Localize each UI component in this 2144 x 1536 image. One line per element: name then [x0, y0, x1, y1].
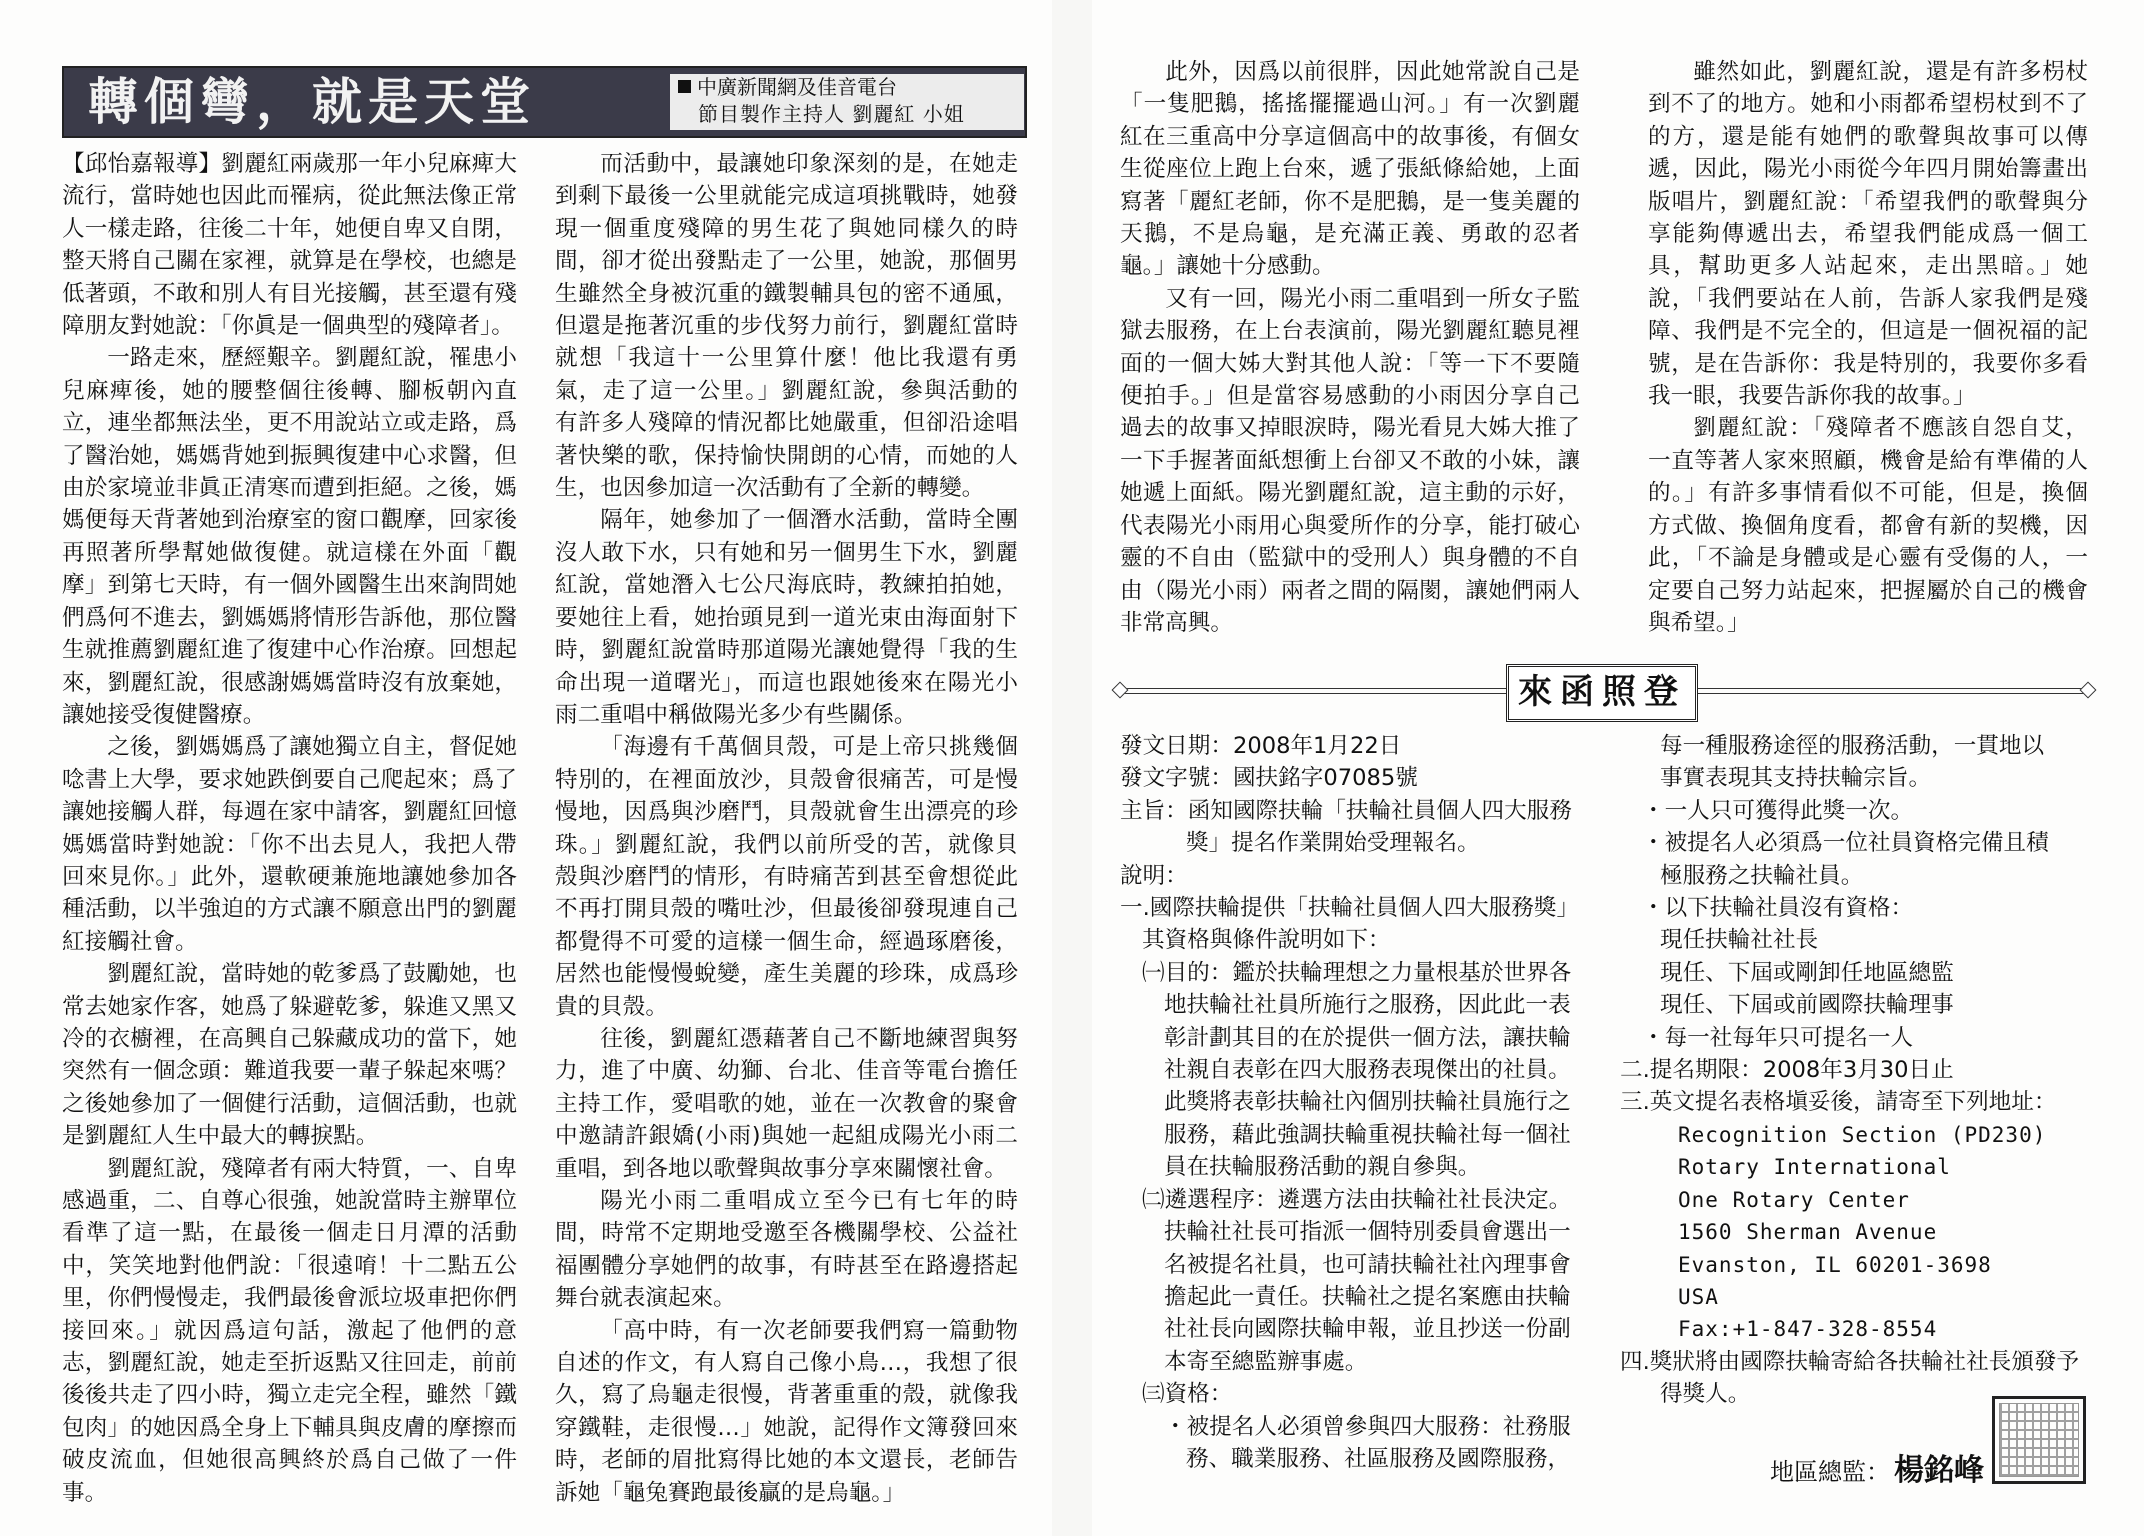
notice-deadline: 二.提名期限：2008年3月30日止 — [1620, 1057, 1954, 1084]
paragraph: 「高中時，有一次老師要我們寫一篇動物自述的作文，有人寫自己像小鳥…，我想了很久，寫了烏龜走很慢，背著重重的殼，就像我穿鐵鞋，走很慢…」她說，記得作文簿發回來時，老師的眉批寫得比她的本文還長，老師告訴她「龜兔賽跑最後贏的是烏龜。」 — [555, 1317, 1018, 1506]
notice-subject: 主旨：函知國際扶輪「扶輪社員個人四大服務 — [1120, 797, 1572, 824]
purpose-line: 服務，藉此強調扶輪重視扶輪社每一個社 — [1164, 1121, 1571, 1148]
article-column-4 — [1648, 56, 2088, 639]
signature-name: 楊銘峰 — [1894, 1453, 1984, 1488]
notice-item-4: 四.獎狀將由國際扶輪寄給各扶輪社社長頒發予 — [1620, 1348, 2080, 1375]
notice-explain-label: 說明： — [1120, 862, 1188, 889]
signature-label: 地區總監： — [1770, 1458, 1890, 1486]
credit-line-1: 中廣新聞網及佳音電台 — [697, 75, 897, 99]
purpose-line: 此獎將表彰扶輪社內個別扶輪社員施行之 — [1164, 1089, 1571, 1116]
eligibility-line: 每一種服務途徑的服務活動，一貫地以 — [1660, 733, 2045, 759]
paragraph: 陽光小雨二重唱成立至今已有七年的時間，時常不定期地受邀至各機關學校、公益社福團體分享她們的故事，有時甚至在路邊搭起舞台就表演起來。 — [555, 1188, 1018, 1312]
official-seal-icon — [1992, 1396, 2086, 1484]
article-column-3 — [1120, 56, 1580, 639]
purpose-line: 員在扶輪服務活動的親自參與。 — [1164, 1154, 1481, 1181]
notice-date: 發文日期：2008年1月22日 — [1120, 733, 1402, 759]
notice-ref: 發文字號：國扶銘字07085號 — [1120, 765, 1418, 792]
selection-line: 社社長向國際扶輪申報，並且抄送一份副 — [1164, 1316, 1571, 1343]
paragraph: 雖然如此，劉麗紅說，還是有許多枴杖到不了的地方。她和小雨都希望枴杖到不了的方，還是能有她們的歌聲與故事可以傳遞，因此，陽光小雨從今年四月開始籌畫出版唱片，劉麗紅說：「希望我們的歌聲與分享能夠傳遞出去，希望我們能成爲一個工具，幫助更多人站起來，走出黑暗。」她說，「我們要站在人前，告訴人家我們是殘障、我們是不完全的，但這是一個祝福的記號，是在告訴你：我是特別的，我要你多看我一眼，我要告訴你我的故事。」 — [1648, 59, 2088, 410]
paragraph: 而活動中，最讓她印象深刻的是，在她走到剩下最後一公里就能完成這項挑戰時，她發現一個重度殘障的男生花了與她同樣久的時間，卻才從出發點走了一公里，她說，那個男生雖然全身被沉重的鐵製輔具包的密不通風，但還是拖著沉重的步伐努力前行，劉麗紅當時就想「我這十一公里算什麼！他比我還有勇氣，走了這一公里。」劉麗紅說，參與活動的有許多人殘障的情況都比她嚴重，但卻沿途唱著快樂的歌，保持愉快開朗的心情，而她的人生，也因參加這一次活動有了全新的轉變。 — [555, 151, 1018, 502]
purpose-line: 彰計劃其目的在於提供一個方法，讓扶輪 — [1164, 1024, 1571, 1051]
selection-line: 擔起此一責任。扶輪社之提名案應由扶輪 — [1164, 1283, 1571, 1310]
eligibility-line: 事實表現其支持扶輪宗旨。 — [1660, 765, 1932, 792]
notice-item-1-cont: 其資格與條件說明如下： — [1142, 927, 1391, 954]
article-banner — [62, 66, 1027, 138]
notice-heading: 來函照登 — [1506, 664, 1698, 722]
paragraph: 此外，因爲以前很胖，因此她常說自己是「一隻肥鵝，搖搖擺擺過山河。」有一次劉麗紅在三重高中分享這個高中的故事後，有個女生從座位上跑上台來，遞了張紙條給她，上面寫著「麗紅老師，你不是肥鵝，是一隻美麗的天鵝，不是烏龜，是充滿正義、勇敢的忍者龜。」讓她十分感動。 — [1120, 59, 1580, 280]
article-column-1 — [62, 148, 517, 1509]
credit-line-2: 節目製作主持人 劉麗紅 小姐 — [698, 102, 965, 126]
ineligible-item: 現任、下屆或剛卸任地區總監 — [1660, 959, 1954, 986]
square-bullet-icon — [678, 80, 691, 93]
article-column-2 — [555, 148, 1018, 1509]
ineligible-item: 現任、下屆或前國際扶輪理事 — [1660, 992, 1954, 1019]
notice-column-left — [1120, 730, 1580, 1475]
notice-item-4-cont: 得獎人。 — [1660, 1381, 1751, 1408]
notice-subject-cont: 獎」提名作業開始受理報名。 — [1186, 830, 1480, 857]
article-credit — [670, 74, 1024, 130]
purpose-line: ㈠目的：鑑於扶輪理想之力量根基於世界各 — [1142, 959, 1572, 986]
address-line: Evanston, IL 60201-3698 — [1678, 1252, 1992, 1277]
paragraph: 之後，劉媽媽爲了讓她獨立自主，督促她唸書上大學，要求她跌倒要自己爬起來；爲了讓她接觸人群，每週在家中請客，劉麗紅回憶媽媽當時對她說：「你不出去見人，我把人帶回來見你。」此外，還軟硬兼施地讓她參加各種活動，以半強迫的方式讓不願意出門的劉麗紅接觸社會。 — [62, 734, 517, 955]
eligibility-bullet: ・每一社每年只可提名一人 — [1642, 1024, 1914, 1051]
notice-column-right — [1620, 730, 2088, 1411]
paragraph: 又有一回，陽光小雨二重唱到一所女子監獄去服務，在上台表演前，陽光劉麗紅聽見裡面的一個大姊大對其他人說：「等一下不要隨便拍手。」但是當容易感動的小雨因分享自己過去的故事又掉眼淚時，陽光看見大姊大推了一下手握著面紙想衝上台卻又不敢的小妹，讓她遞上面紙。陽光劉麗紅說，這主動的示好，代表陽光小雨用心與愛所作的分享，能打破心靈的不自由（監獄中的受刑人）與身體的不自由（陽光小雨）兩者之間的隔閡，讓她們兩人非常高興。 — [1120, 285, 1580, 636]
selection-line: 本寄至總監辦事處。 — [1164, 1348, 1368, 1375]
page-gutter — [1052, 0, 1092, 1536]
eligibility-line: 務、職業服務、社區服務及國際服務， — [1186, 1445, 1571, 1472]
notice-item-1: 一.國際扶輪提供「扶輪社員個人四大服務獎」 — [1120, 895, 1580, 922]
selection-line: ㈡遴選程序：遴選方法由扶輪社社長決定。 — [1142, 1186, 1572, 1213]
address-line: One Rotary Center — [1678, 1187, 1910, 1212]
seal-pattern — [1999, 1403, 2079, 1477]
paragraph: 隔年，她參加了一個潛水活動，當時全團沒人敢下水，只有她和另一個男生下水，劉麗紅說，當她潛入七公尺海底時，教練拍拍她，要她往上看，她抬頭見到一道光束由海面射下時，劉麗紅說當時那道陽光讓她覺得「我的生命出現一道曙光」，而這也跟她後來在陽光小雨二重唱中稱做陽光多少有些關係。 — [555, 507, 1018, 728]
purpose-line: 社親自表彰在四大服務表現傑出的社員。 — [1164, 1057, 1571, 1084]
address-line: USA — [1678, 1284, 1719, 1309]
paragraph: 一路走來，歷經艱辛。劉麗紅說，罹患小兒麻痺後，她的腰整個往後轉、腳板朝內直立，連坐都無法坐，更不用說站立或走路，爲了醫治她，媽媽背她到振興復建中心求醫，但由於家境並非眞正清寒而遭到拒絕。之後，媽媽便每天背著她到治療室的窗口觀摩，回家後再照著所學幫她做復健。就這樣在外面「觀摩」到第七天時，有一個外國醫生出來詢問她們爲何不進去，劉媽媽將情形告訴他，那位醫生就推薦劉麗紅進了復建中心作治療。回想起來，劉麗紅說，很感謝媽媽當時沒有放棄她，讓她接受復健醫療。 — [62, 345, 517, 728]
selection-line: 名被提名社員，也可請扶輪社社內理事會 — [1164, 1251, 1571, 1278]
eligibility-bullet: ・以下扶輪社員沒有資格： — [1642, 895, 1914, 922]
purpose-line: 地扶輪社社員所施行之服務，因此此一表 — [1164, 992, 1571, 1019]
paragraph: 「海邊有千萬個貝殼，可是上帝只挑幾個特別的，在裡面放沙，貝殼會很痛苦，可是慢慢地，因爲與沙磨鬥，貝殼就會生出漂亮的珍珠。」劉麗紅說，我們以前所受的苦，就像貝殼與沙磨鬥的情形，有時痛苦到甚至會想從此不再打開貝殼的嘴吐沙，但最後卻發現連自己都覺得不可愛的這樣一個生命，經過琢磨後，居然也能慢慢蛻變，產生美麗的珍珠，成爲珍貴的貝殼。 — [555, 734, 1018, 1020]
paragraph: 劉麗紅說，殘障者有兩大特質，一、自卑感過重，二、自尊心很強，她說當時主辦單位看準了這一點，在最後一個走日月潭的活動中，笑笑地對他們說：「很遠唷！十二點五公里，你們慢慢走，我們最後會派垃圾車把你們接回來。」就因爲這句話，激起了他們的意志，劉麗紅說，她走至折返點又往回走，前前後後共走了四小時，獨立走完全程，雖然「鐵包肉」的她因爲全身上下輔具與皮膚的摩擦而破皮流血，但她很高興終於爲自己做了一件事。 — [62, 1155, 517, 1506]
eligibility-bullet: ・一人只可獲得此獎一次。 — [1642, 797, 1914, 824]
address-line: Fax:+1-847-328-8554 — [1678, 1317, 1938, 1342]
article-title: 轉個彎，就是天堂 — [88, 72, 536, 131]
address-line: Recognition Section (PD230) — [1678, 1122, 2047, 1147]
eligibility-label: ㈢資格： — [1142, 1381, 1233, 1408]
paragraph: 劉麗紅說：「殘障者不應該自怨自艾，一直等著人家來照顧，機會是給有準備的人的。」有許多事情看似不可能，但是，換個方式做、換個角度看，都會有新的契機，因此，「不論是身體或是心靈有受傷的人，一定要自己努力站起來，把握屬於自己的機會與希望。」 — [1648, 415, 2088, 636]
eligibility-bullet-cont: 極服務之扶輪社員。 — [1660, 862, 1864, 889]
signature-line — [1770, 1445, 1984, 1489]
paragraph: 劉麗紅說，當時她的乾爹爲了鼓勵她，也常去她家作客，她爲了躲避乾爹，躲進又黑又冷的衣櫥裡，在高興自己躲藏成功的當下，她突然有一個念頭：難道我要一輩子躲起來嗎？之後她參加了一個健行活動，這個活動，也就是劉麗紅人生中最大的轉捩點。 — [62, 961, 517, 1150]
address-line: Rotary International — [1678, 1155, 1951, 1180]
paragraph: 往後，劉麗紅憑藉著自己不斷地練習與努力，進了中廣、幼獅、台北、佳音等電台擔任主持工作，愛唱歌的她，並在一次教會的聚會中邀請許銀嬌(小雨)與她一起組成陽光小雨二重唱，到各地以歌聲與故事分享來關懷社會。 — [555, 1025, 1018, 1182]
ineligible-item: 現任扶輪社社長 — [1660, 927, 1819, 954]
notice-form-instruction: 三.英文提名表格塡妥後，請寄至下列地址： — [1620, 1089, 2057, 1116]
eligibility-line: ・被提名人必須曾參與四大服務：社務服 — [1164, 1413, 1571, 1440]
address-line: 1560 Sherman Avenue — [1678, 1220, 1938, 1245]
paragraph: 【邱怡嘉報導】劉麗紅兩歲那一年小兒麻痺大流行，當時她也因此而罹病，從此無法像正常人一樣走路，往後二十年，她便自卑又自閉，整天將自己關在家裡，就算是在學校，也總是低著頭，不敢和別人有目光接觸，甚至還有殘障朋友對她說：「你眞是一個典型的殘障者」。 — [62, 151, 517, 340]
eligibility-bullet: ・被提名人必須爲一位社員資格完備且積 — [1642, 830, 2049, 857]
selection-line: 扶輪社社長可指派一個特別委員會選出一 — [1164, 1219, 1571, 1246]
